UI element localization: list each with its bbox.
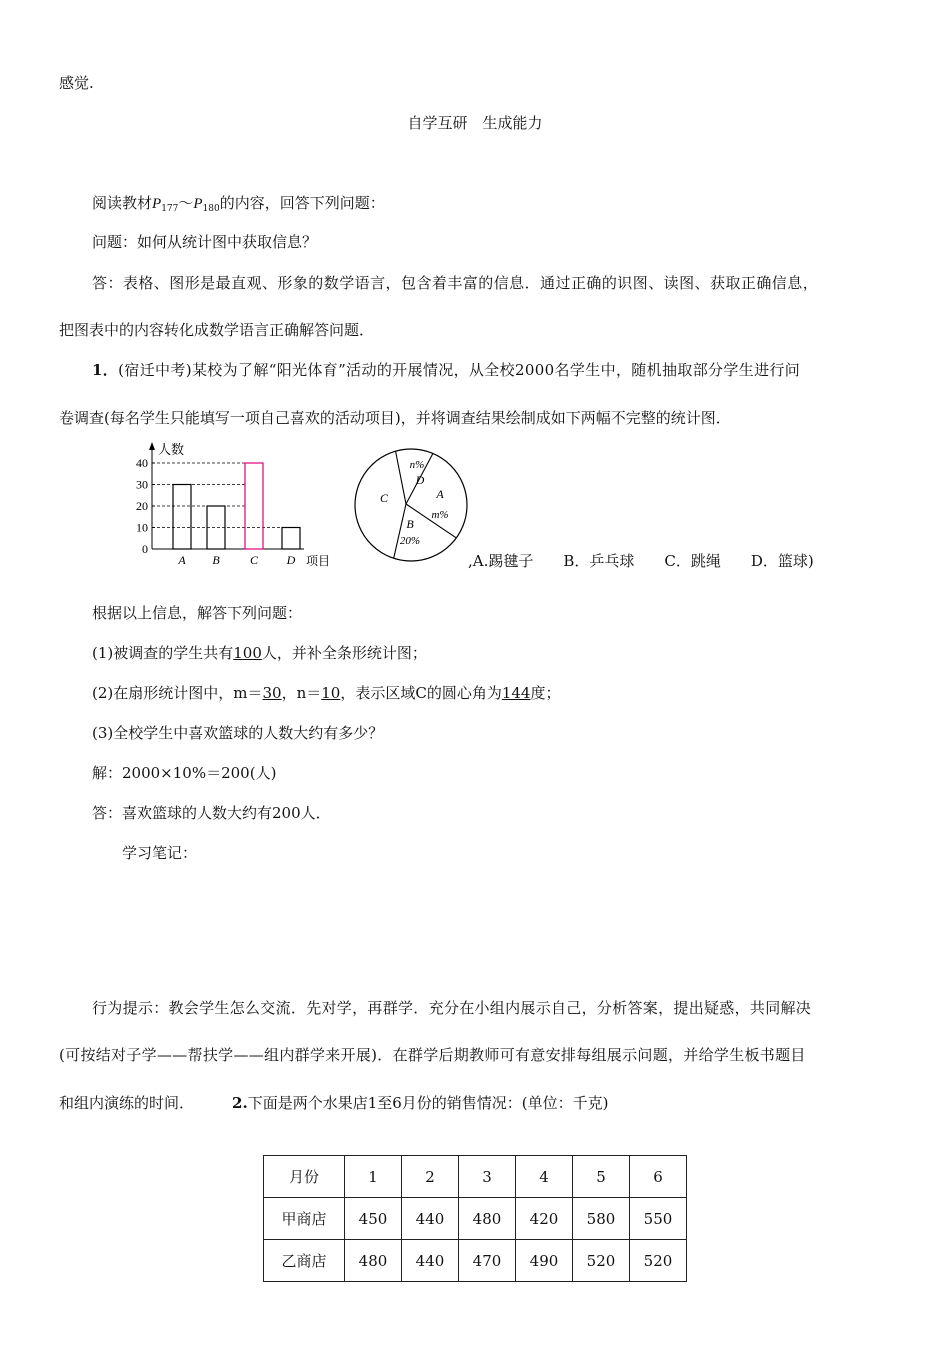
- problem1-line-2: 卷调查(每名学生只能填写一项自己喜欢的活动项目)，并将调查结果绘制成如下两幅不完整的统计图．: [59, 409, 731, 427]
- solution: 解：2000×10%＝200(人): [92, 764, 277, 782]
- q2-mid-2: ，表示区域C的圆心角为: [340, 684, 502, 702]
- pie-chart: [352, 446, 470, 564]
- table-header-cell: 2: [402, 1156, 459, 1198]
- y-axis-label: 人数: [158, 443, 185, 458]
- table-cell: 420: [516, 1198, 573, 1240]
- table-cell: 490: [516, 1240, 573, 1282]
- q2-mid-1: ，n＝: [281, 684, 322, 702]
- table-cell: 470: [459, 1240, 516, 1282]
- q1-prefix: (1)被调查的学生共有: [92, 644, 234, 662]
- answer-line-1: 答：表格、图形是最直观、形象的数学语言，包含着丰富的信息．通过正确的识图、读图、获取正确信息，: [92, 274, 819, 292]
- behavior-line-3-text: 和组内演练的时间．: [59, 1094, 195, 1112]
- x-tick-label: C: [249, 553, 259, 567]
- behavior-line-3: [59, 1093, 608, 1113]
- pie-divider-c-d: [396, 451, 406, 504]
- page-start: P: [152, 196, 162, 212]
- problem1-line-1: [92, 360, 800, 380]
- problem1-prompt: 根据以上信息，解答下列问题：: [92, 604, 303, 622]
- pie-chart-marks: [355, 449, 467, 561]
- table-cell: 480: [459, 1198, 516, 1240]
- table-header-cell: 月份: [264, 1156, 345, 1198]
- table-cell: 440: [402, 1198, 459, 1240]
- answer-line-2: 把图表中的内容转化成数学语言正确解答问题．: [59, 321, 375, 339]
- problem1-text-1: (宿迁中考)某校为了解“阳光体育”活动的开展情况，从全校2000名学生中，随机抽取部分学生进行问: [118, 361, 801, 379]
- sub-question-1: [92, 643, 427, 663]
- pie-label-C: C: [379, 491, 389, 505]
- bar-C: [245, 463, 263, 549]
- problem2-number: 2.: [232, 1094, 248, 1112]
- sub-question-3: (3)全校学生中喜欢篮球的人数大约有多少？: [92, 724, 384, 742]
- question: 问题：如何从统计图中获取信息？: [92, 233, 318, 251]
- problem2-text: 下面是两个水果店1至6月份的销售情况：(单位：千克): [247, 1094, 609, 1112]
- table-cell: 520: [573, 1240, 630, 1282]
- bar-chart: [126, 438, 340, 570]
- reading-prefix: 阅读教材: [92, 194, 153, 212]
- behavior-line-1: 行为提示：教会学生怎么交流．先对学，再群学．充分在小组内展示自己，分析答案，提出疑惑，共同解决: [92, 999, 812, 1017]
- table-header-row: [264, 1156, 687, 1198]
- pie-divider-b-c: [394, 504, 406, 558]
- x-axis-label: 项目: [306, 554, 331, 568]
- pie-value-A: m%: [431, 509, 449, 521]
- table-header-cell: 1: [345, 1156, 402, 1198]
- table-row: [264, 1240, 687, 1282]
- x-tick-label: A: [178, 553, 186, 567]
- q2-suffix: 度；: [530, 684, 561, 702]
- q1-suffix: 人，并补全条形统计图；: [261, 644, 427, 662]
- behavior-line-2: (可按结对子学——帮扶学——组内群学来开展)．在群学后期教师可有意安排每组展示问题，并给学生板书题目: [59, 1046, 806, 1064]
- intro-tail: 感觉.: [59, 74, 94, 92]
- reading-instruction: [92, 193, 385, 219]
- y-tick-label: 40: [136, 456, 148, 470]
- notes-label: 学习笔记：: [122, 844, 198, 862]
- table-cell: 480: [345, 1240, 402, 1282]
- table-row: [264, 1198, 687, 1240]
- pie-label-B: B: [406, 517, 414, 531]
- q2-m-answer: 30: [262, 684, 282, 702]
- x-tick-label: D: [286, 553, 296, 567]
- y-tick-label: 0: [142, 542, 148, 556]
- y-tick-label: 30: [136, 477, 148, 492]
- problem1-number: 1．: [92, 361, 119, 379]
- table-cell: 550: [630, 1198, 687, 1240]
- sales-table: [263, 1155, 687, 1282]
- table-cell: 450: [345, 1198, 402, 1240]
- final-answer: 答：喜欢篮球的人数大约有200人．: [92, 804, 331, 822]
- section-heading: 自学互研 生成能力: [407, 114, 543, 132]
- table-cell: 440: [402, 1240, 459, 1282]
- pie-value-D: n%: [409, 459, 425, 471]
- bar-D: [282, 528, 300, 550]
- table-cell: 甲商店: [264, 1198, 345, 1240]
- page-start-number: 177: [161, 204, 179, 214]
- q2-prefix: (2)在扇形统计图中，m＝: [92, 684, 263, 702]
- tilde: ～: [178, 194, 194, 212]
- q2-n-answer: 10: [321, 684, 341, 702]
- bar-chart-axes: [149, 442, 304, 549]
- bar-A: [173, 485, 191, 550]
- table-cell: 580: [573, 1198, 630, 1240]
- y-tick-label: 10: [136, 520, 148, 535]
- page-end: P: [193, 196, 203, 212]
- table-header-cell: 4: [516, 1156, 573, 1198]
- table-cell: 520: [630, 1240, 687, 1282]
- page-end-number: 180: [202, 204, 220, 214]
- table-header-cell: 6: [630, 1156, 687, 1198]
- sub-question-2: [92, 683, 560, 703]
- y-tick-label: 20: [136, 499, 148, 513]
- pie-value-B: 20%: [399, 535, 421, 547]
- pie-label-D: D: [415, 473, 425, 487]
- table-header-cell: 3: [459, 1156, 516, 1198]
- table-cell: 乙商店: [264, 1240, 345, 1282]
- y-axis-arrow: [149, 442, 155, 450]
- pie-label-A: A: [436, 487, 444, 501]
- table-header-cell: 5: [573, 1156, 630, 1198]
- reading-suffix: 的内容，回答下列问题：: [219, 194, 385, 212]
- chart-legend: ,A.踢毽子 B．乒乓球 C．跳绳 D．篮球): [468, 552, 814, 570]
- x-tick-label: B: [212, 553, 220, 567]
- q1-answer: 100: [233, 644, 262, 662]
- q2-angle-answer: 144: [501, 684, 531, 702]
